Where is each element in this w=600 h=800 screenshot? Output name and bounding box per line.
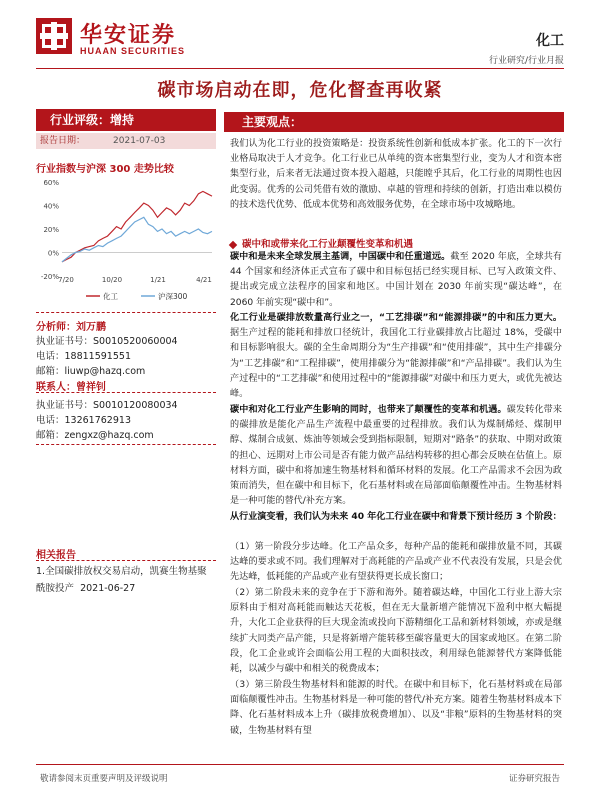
- series-line: [62, 217, 212, 262]
- header-divider: [36, 68, 564, 69]
- stage-1-paragraph: （1）第一阶段分步达峰。化工产品众多，每种产品的能耗和碳排放量不同，其碳达峰的要求或不同。我们理解对于高耗能的产品或产业不代表没有发展，只是会优先达峰，低耗能的产品或产业有望获得更长成长窗口；: [230, 542, 562, 583]
- divider: [36, 560, 216, 561]
- paragraph-1-lead: 碳中和是未来全球发展主基调，中国碳中和任重道远。: [230, 252, 451, 262]
- analyst-email[interactable]: 邮箱：liuwp@hazq.com: [36, 366, 146, 377]
- index-chart: [36, 176, 216, 308]
- legend-label: 沪深300: [158, 292, 188, 301]
- related-report-text: 1.全国碳排放权交易启动，凯赛生物基聚酰胺投产: [36, 566, 207, 594]
- analyst-cert: 执业证书号：S0010520060004: [36, 336, 178, 347]
- contact-email[interactable]: 邮箱：zengxz@hazq.com: [36, 430, 154, 441]
- divider: [36, 312, 216, 313]
- sector-label: 化工: [536, 33, 564, 49]
- x-tick-label: 1/21: [150, 276, 166, 284]
- paragraph-1-body: 截至 2020 年底，全球共有 44 个国家和经济体正式宣布了碳中和目标包括已经实现目标、已写入政策文件、提出或完成立法程序的国家和地区。中国计划在 2030 年前实现“碳达峰”，在 2060 年前实现“碳中和”。: [230, 252, 562, 308]
- paragraph-4-lead: 从行业演变看，我们认为未来 40 年化工行业在碳中和背景下预计经历 3 个阶段：: [230, 512, 562, 522]
- diamond-bullet-icon: [229, 240, 237, 248]
- analyst-name: 分析师：刘万鹏: [36, 322, 106, 333]
- paragraph-1: [230, 250, 562, 311]
- company-logo: [36, 18, 72, 54]
- contact-phone: 电话：13261762913: [36, 415, 131, 426]
- y-tick-label: 40%: [43, 202, 59, 211]
- divider: [36, 444, 216, 445]
- report-date-value: 2021-07-03: [113, 136, 166, 146]
- x-tick-label: 7/20: [58, 276, 74, 284]
- divider: [36, 392, 216, 393]
- y-tick-label: 60%: [43, 179, 59, 187]
- report-title: 碳市场启动在即，危化督查再收紧: [157, 80, 443, 101]
- y-tick-label: -20%: [40, 273, 59, 281]
- paragraph-4: [230, 510, 562, 525]
- analyst-phone: 电话：18811591551: [36, 351, 131, 362]
- y-tick-label: 20%: [43, 226, 59, 234]
- chart-title: 行业指数与沪深 300 走势比较: [36, 164, 174, 175]
- disclaimer-note: 敬请参阅末页重要声明及评级说明: [40, 774, 168, 784]
- related-reports-title: 相关报告: [36, 550, 76, 561]
- report-date: [36, 133, 216, 149]
- paragraph-2-lead: 化工行业是碳排放数量高行业之一，“工艺排碳”和“能源排碳”的中和压力更大。: [230, 313, 562, 323]
- contact-name: 联系人：曾祥钊: [36, 382, 106, 393]
- footer-divider: [36, 764, 564, 765]
- y-tick-label: 0%: [47, 249, 59, 258]
- brand-name-cn: 华安证券: [80, 22, 177, 48]
- paragraph-2-body: 据生产过程的能耗和排放口径统计，我国化工行业碳排放占比超过 18%，受碳中和目标影响很大。碳的全生命周期分为“生产排碳”和“使用排碳”，其中生产排碳分为“工艺排碳”和“工程排碳”，使用排碳分为“能源排碳”和“产品排碳”。我们认为生产过程中的“工艺排碳”和使用过程中的“能源排碳”对碳中和压力更大，或优先被达峰。: [230, 328, 562, 400]
- report-type: 行业研究/行业月报: [488, 56, 564, 66]
- related-report-link[interactable]: [36, 563, 216, 597]
- section-heading: [230, 236, 413, 250]
- index-chart-svg: [36, 176, 216, 308]
- stage-2-paragraph: （2）第二阶段未来的竞争在于下游和海外。随着碳达峰，中国化工行业上游大宗原料由于相对高耗能而触达天花板，但在无大量新增产能情况下盈利中枢大幅提升，大化工企业获得的巨大现金流或投向下游精细化工品和新材料领域，亦或是继续扩大同类产品产能，只是将新增产能转移至碳容量更大的国家或地区。在第二阶段，化工企业或许会面临公用工程的大面积技改，利用绿色能源替代方案降低能耗，以减少与碳中和相关的税费成本；: [230, 588, 562, 675]
- stage-3-paragraph: （3）第三阶段生物基材料和能源的时代。在碳中和目标下，化石基材料或在局部面临颠覆性冲击。生物基材料是一种可能的替代/补充方案。随着生物基材料成本下降、化石基材料成本上升（碳排放税费增加）、以及“非粮”原料的生物基材料的突破，生物基材料有望: [230, 680, 562, 736]
- paragraph-3-lead: 碳中和对化工行业产生影响的同时，也带来了颠覆性的变革和机遇。: [230, 405, 507, 415]
- brand-name-en: HUAAN SECURITIES: [80, 46, 186, 56]
- series-line: [62, 191, 212, 262]
- intro-paragraph: 我们认为化工行业的投资策略是：投资系统性创新和低成本扩张。化工的下一次行业格局取决于人才竞争。化工行业已从单纯的资本密集型行业，变为人才和资本密集型行业，后来者无法通过资本投入超越，只能瞠乎其后，化工行业的周期性也因此变弱。优秀的公司凭借有效的激励、卓越的管理和持续的创新，打造出难以模仿的技术迭代优势、低成本优势和高效服务优势，在全球市场中攻城略地。: [230, 139, 562, 210]
- paragraph-3-body: 碳发转化带来的碳排放是能化产品生产流程中最重要的过程排放。我们认为煤制烯烃、煤制甲醇、煤制合成氨、炼油等领域会受到指标限制，短期对“路条”的获取、中期对政策的担心、远期对上市公司是否有能力做产品结构转移的担心都会反映在估值上。原材料方面，碳中和将加速生物基材料和循环材料的发展。化工产品需求不会因为政策而消失，但在碳中和目标下，化石基材料或在局部面临颠覆性冲击。生物基材料是一种可能的替代/补充方案。: [230, 405, 562, 507]
- contact-cert: 执业证书号：S0010120080034: [36, 400, 178, 411]
- related-report-date: 2021-06-27: [80, 583, 136, 594]
- paragraph-2: [230, 311, 562, 402]
- section-heading-text: 碳中和或带来化工行业颠覆性变革和机遇: [242, 239, 414, 250]
- industry-rating: 行业评级：增持: [36, 109, 216, 131]
- legend-label: 化工: [103, 292, 118, 301]
- report-kind: 证券研究报告: [508, 774, 560, 784]
- report-date-label: 报告日期：: [40, 136, 86, 146]
- x-tick-label: 10/20: [101, 276, 123, 284]
- key-points-heading: 主要观点：: [224, 112, 564, 132]
- x-tick-label: 4/21: [196, 276, 212, 284]
- paragraph-3: [230, 403, 562, 509]
